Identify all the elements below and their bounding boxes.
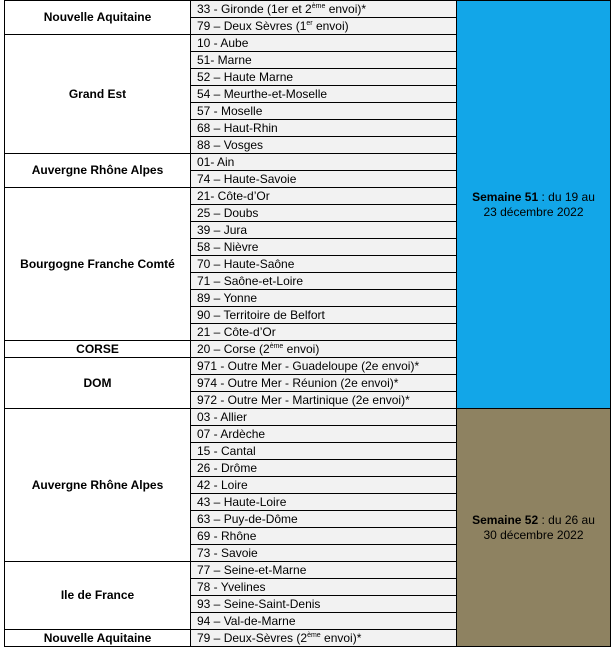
region-cell: Auvergne Rhône Alpes — [5, 154, 191, 188]
department-label: 93 – Seine-Saint-Denis — [197, 596, 321, 611]
department-label: 21- Côte-d’Or — [197, 188, 270, 203]
department-label: 90 – Territoire de Belfort — [197, 307, 325, 322]
department-cell — [191, 460, 457, 477]
department-label-suffix: envoi) — [283, 341, 320, 356]
department-label: 79 – Deux-Sèvres (2 — [197, 630, 308, 645]
department-label: 39 – Jura — [197, 222, 248, 237]
department-label: 63 – Puy-de-Dôme — [197, 511, 298, 526]
table-row — [5, 409, 611, 426]
week-51-cell — [457, 1, 611, 409]
department-label: 03 - Allier — [197, 409, 248, 424]
department-cell — [191, 596, 457, 613]
department-cell — [191, 239, 457, 256]
department-cell — [191, 120, 457, 137]
ordinal-superscript: ème — [307, 631, 321, 639]
department-label: 68 – Haut-Rhin — [197, 120, 278, 135]
department-cell — [191, 103, 457, 120]
department-cell — [191, 494, 457, 511]
department-cell — [191, 205, 457, 222]
department-label: 52 – Haute Marne — [197, 69, 294, 84]
department-label: 78 - Yvelines — [197, 579, 266, 594]
department-cell — [191, 1, 457, 18]
department-cell — [191, 562, 457, 579]
department-label: 94 – Val-de-Marne — [197, 613, 296, 628]
department-label: 70 – Haute-Saône — [197, 256, 295, 271]
department-label: 77 – Seine-et-Marne — [197, 562, 307, 577]
department-label: 21 – Côte-d’Or — [197, 324, 276, 339]
department-label: 57 - Moselle — [197, 103, 263, 118]
week-dates-start: : du 19 au — [538, 189, 595, 204]
department-cell — [191, 86, 457, 103]
department-cell — [191, 392, 457, 409]
department-cell — [191, 18, 457, 35]
department-label: 79 – Deux Sèvres (1 — [197, 18, 307, 33]
region-cell: Nouvelle Aquitaine — [5, 630, 191, 647]
department-label: 43 – Haute-Loire — [197, 494, 287, 509]
department-label: 15 - Cantal — [197, 443, 256, 458]
department-cell — [191, 52, 457, 69]
department-label-suffix: envoi) — [312, 18, 349, 33]
region-cell: Nouvelle Aquitaine — [5, 1, 191, 35]
department-cell — [191, 307, 457, 324]
department-label: 54 – Meurthe-et-Moselle — [197, 86, 328, 101]
department-cell — [191, 426, 457, 443]
department-cell — [191, 477, 457, 494]
department-label: 07 - Ardèche — [197, 426, 266, 441]
department-cell — [191, 222, 457, 239]
department-cell — [191, 443, 457, 460]
region-cell: CORSE — [5, 341, 191, 358]
department-cell — [191, 630, 457, 647]
department-cell — [191, 154, 457, 171]
week-label: Semaine 52 — [472, 512, 539, 527]
ordinal-superscript: ème — [269, 342, 284, 350]
department-label: 01- Ain — [197, 154, 235, 169]
department-label: 42 - Loire — [197, 477, 248, 492]
week-dates-start: : du 26 au — [538, 512, 595, 527]
department-cell — [191, 256, 457, 273]
department-cell — [191, 35, 457, 52]
department-label: 971 - Outre Mer - Guadeloupe (2e envoi)* — [197, 358, 420, 373]
department-label: 58 – Nièvre — [197, 239, 259, 254]
department-label: 25 – Doubs — [197, 205, 259, 220]
region-cell: Bourgogne Franche Comté — [5, 188, 191, 341]
ordinal-superscript: er — [306, 19, 313, 27]
department-label: 73 - Savoie — [197, 545, 258, 560]
department-label: 33 - Gironde (1er et 2 — [197, 1, 312, 16]
schedule-table — [4, 0, 611, 647]
region-cell: DOM — [5, 358, 191, 409]
week-dates-end: 23 décembre 2022 — [483, 204, 584, 219]
department-cell — [191, 358, 457, 375]
week-label: Semaine 51 — [472, 189, 539, 204]
department-label-suffix: envoi)* — [325, 1, 367, 16]
department-label: 51- Marne — [197, 52, 252, 67]
department-label: 89 – Yonne — [197, 290, 258, 305]
region-cell: Ile de France — [5, 562, 191, 630]
department-cell — [191, 69, 457, 86]
department-label-suffix: envoi)* — [320, 630, 362, 645]
department-label: 69 - Rhône — [197, 528, 257, 543]
region-cell: Auvergne Rhône Alpes — [5, 409, 191, 562]
region-cell: Grand Est — [5, 35, 191, 154]
department-label: 26 - Drôme — [197, 460, 258, 475]
department-label: 71 – Saône-et-Loire — [197, 273, 304, 288]
department-label: 88 – Vosges — [197, 137, 264, 152]
ordinal-superscript: ème — [311, 2, 326, 10]
department-cell — [191, 528, 457, 545]
department-cell — [191, 290, 457, 307]
department-label: 974 - Outre Mer - Réunion (2e envoi)* — [197, 375, 399, 390]
department-cell — [191, 545, 457, 562]
department-cell — [191, 375, 457, 392]
department-label: 74 – Haute-Savoie — [197, 171, 297, 186]
department-label: 20 – Corse (2 — [197, 341, 270, 356]
department-label: 972 - Outre Mer - Martinique (2e envoi)* — [197, 392, 410, 407]
department-cell — [191, 409, 457, 426]
department-label: 10 - Aube — [197, 35, 249, 50]
department-cell — [191, 273, 457, 290]
department-cell — [191, 137, 457, 154]
department-cell — [191, 579, 457, 596]
table-row — [5, 1, 611, 18]
week-dates-end: 30 décembre 2022 — [483, 527, 584, 542]
department-cell — [191, 511, 457, 528]
department-cell — [191, 188, 457, 205]
department-cell — [191, 324, 457, 341]
department-cell — [191, 341, 457, 358]
department-cell — [191, 171, 457, 188]
week-52-cell — [457, 409, 611, 647]
department-cell — [191, 613, 457, 630]
